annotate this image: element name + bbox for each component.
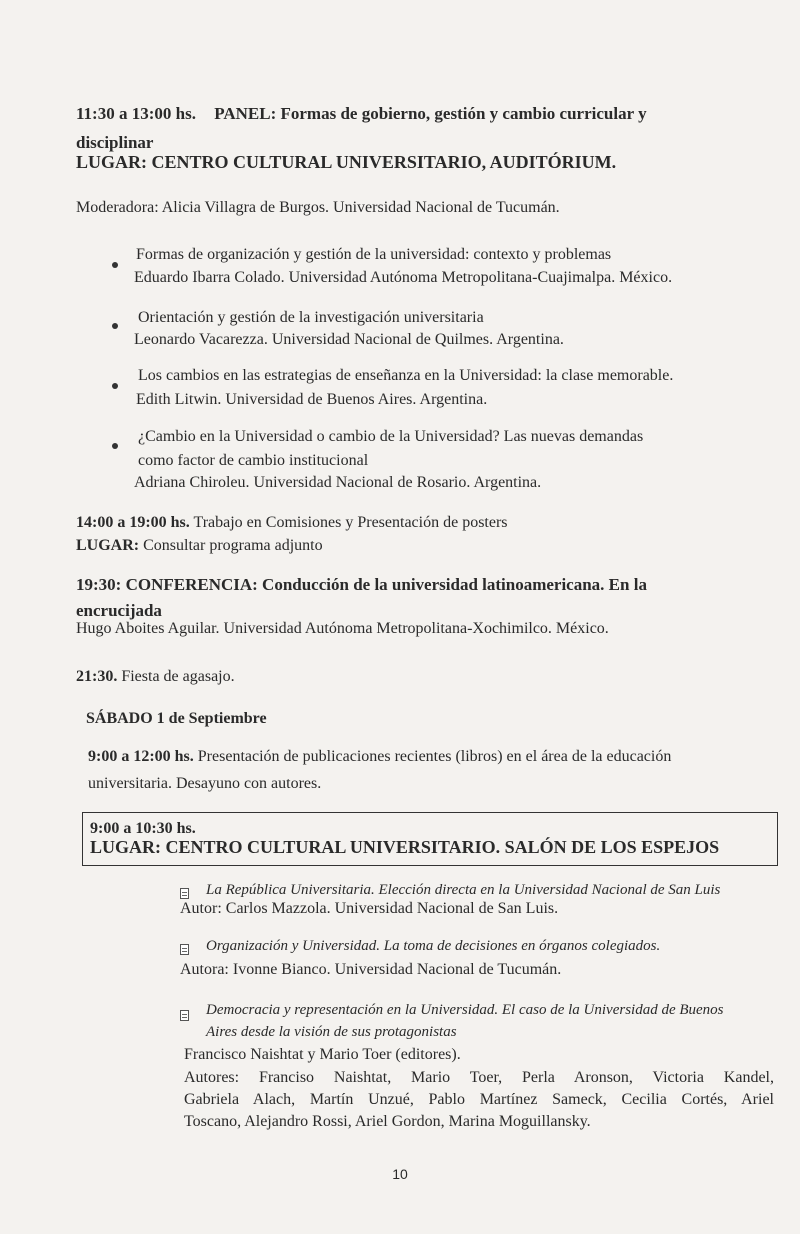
book-2-title: Organización y Universidad. La toma de decisiones en órganos colegiados.	[206, 938, 661, 954]
document-icon	[180, 944, 189, 955]
commissions-place-text: Consultar programa adjunto	[139, 537, 323, 554]
commissions-time: 14:00 a 19:00 hs.	[76, 514, 190, 531]
bullet-icon	[112, 323, 118, 329]
talk-1-speaker: Eduardo Ibarra Colado. Universidad Autónoma Metropolitana-Cuajimalpa. México.	[134, 269, 673, 286]
talk-4-title: ¿Cambio en la Universidad o cambio de la Universidad? Las nuevas demandas	[138, 428, 644, 445]
talk-3-title: Los cambios en las estrategias de enseñanza en la Universidad: la clase memorable.	[138, 367, 674, 384]
box-place: LUGAR: CENTRO CULTURAL UNIVERSITARIO. SALÓN DE LOS ESPEJOS	[90, 837, 720, 857]
book-1-title: La República Universitaria. Elección directa en la Universidad Nacional de San Luis	[206, 882, 721, 898]
talk-2-title: Orientación y gestión de la investigación universitaria	[138, 309, 484, 326]
book-3-authors-line1: Autores: Franciso Naishtat, Mario Toer, Perla Aronson, Victoria Kandel,	[184, 1069, 774, 1086]
party-time: 21:30.	[76, 668, 118, 685]
party-line	[76, 668, 235, 686]
bullet-icon	[112, 262, 118, 268]
commissions-place-line	[76, 537, 323, 555]
book-3-title-line1: Democracia y representación en la Universidad. El caso de la Universidad de Buenos	[206, 1002, 724, 1018]
talk-4-title-cont: como factor de cambio institucional	[138, 452, 369, 469]
panel-place: LUGAR: CENTRO CULTURAL UNIVERSITARIO, AUDITÓRIUM.	[76, 152, 617, 172]
book-3-authors-line3: Toscano, Alejandro Rossi, Ariel Gordon, Marina Moguillansky.	[184, 1113, 591, 1130]
commissions-text: Trabajo en Comisiones y Presentación de posters	[189, 514, 508, 531]
publications-line2: universitaria. Desayuno con autores.	[88, 775, 322, 792]
book-3-authors-line2: Gabriela Alach, Martín Unzué, Pablo Martínez Sameck, Cecilia Cortés, Ariel	[184, 1091, 774, 1108]
talk-1-title: Formas de organización y gestión de la universidad: contexto y problemas	[136, 246, 612, 263]
publications-text1: Presentación de publicaciones recientes (libros) en el área de la educación	[193, 748, 672, 765]
commissions-place-label: LUGAR:	[76, 537, 140, 554]
day-heading: SÁBADO 1 de Septiembre	[86, 710, 267, 727]
talk-3-speaker: Edith Litwin. Universidad de Buenos Aires. Argentina.	[136, 391, 488, 408]
document-icon	[180, 1010, 189, 1021]
panel-title-line1	[76, 104, 647, 124]
book-3-editors: Francisco Naishtat y Mario Toer (editores).	[184, 1046, 461, 1063]
book-3-title-line2: Aires desde la visión de sus protagonistas	[206, 1024, 457, 1040]
panel-title-line2: disciplinar	[76, 133, 154, 152]
document-icon	[180, 888, 189, 899]
bullet-icon	[112, 383, 118, 389]
panel-moderator: Moderadora: Alicia Villagra de Burgos. Universidad Nacional de Tucumán.	[76, 199, 560, 216]
conference-title-line1: 19:30: CONFERENCIA: Conducción de la universidad latinoamericana. En la	[76, 575, 647, 594]
book-2-author: Autora: Ivonne Bianco. Universidad Nacional de Tucumán.	[180, 961, 562, 978]
publications-line1	[88, 748, 671, 766]
panel-title: PANEL: Formas de gobierno, gestión y cambio curricular y	[214, 104, 647, 123]
conference-speaker: Hugo Aboites Aguilar. Universidad Autónoma Metropolitana-Xochimilco. México.	[76, 620, 609, 637]
talk-2-speaker: Leonardo Vacarezza. Universidad Nacional de Quilmes. Argentina.	[134, 331, 564, 348]
publications-time: 9:00 a 12:00 hs.	[88, 748, 194, 765]
commissions-line	[76, 514, 508, 532]
box-time: 9:00 a 10:30 hs.	[90, 820, 196, 837]
bullet-icon	[112, 443, 118, 449]
talk-4-speaker: Adriana Chiroleu. Universidad Nacional de Rosario. Argentina.	[134, 474, 542, 491]
conference-title-line2: encrucijada	[76, 601, 162, 620]
panel-time: 11:30 a 13:00 hs.	[76, 104, 196, 123]
party-text: Fiesta de agasajo.	[117, 668, 235, 685]
page-number: 10	[392, 1166, 408, 1182]
book-1-author: Autor: Carlos Mazzola. Universidad Nacional de San Luis.	[180, 900, 559, 917]
